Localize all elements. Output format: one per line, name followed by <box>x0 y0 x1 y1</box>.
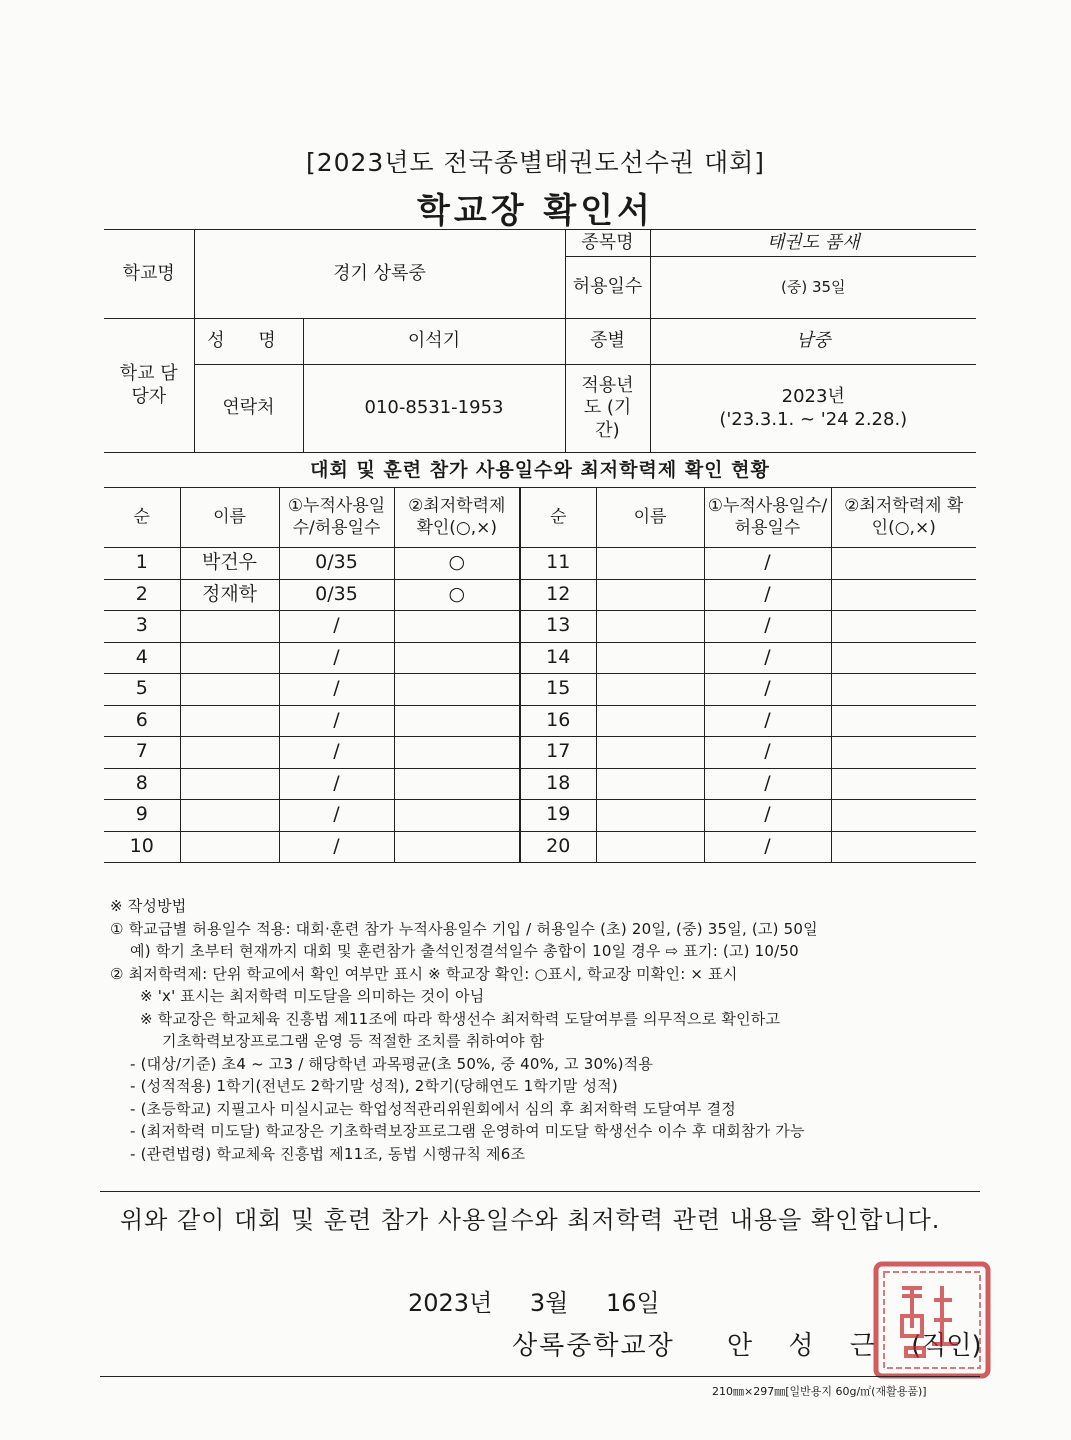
cell-check <box>394 642 520 674</box>
cell-name <box>596 674 704 706</box>
header-days: ①누적사용일수/허용일수 <box>279 488 394 548</box>
note-line: - (초등학교) 지필고사 미실시교는 학업성적관리위원회에서 심의 후 최저학력 도달여부 결정 <box>130 1099 736 1118</box>
contact-value: 010-8531-1953 <box>303 365 565 453</box>
cell-name <box>596 831 704 863</box>
note-line: 예) 학기 초부터 현재까지 대회 및 훈련참가 출석인정결석일수 총합이 10일 경우 ⇨ 표기: (고) 10/50 <box>130 942 799 960</box>
divider <box>100 1191 980 1192</box>
date-line <box>408 1283 690 1318</box>
cell-no: 6 <box>104 705 180 737</box>
note-line: - (최저학력 미도달) 학교장은 기초학력보장프로그램 운영하여 미도달 학생선수 이수 후 대회참가 가능 <box>130 1122 805 1140</box>
cell-days: / <box>279 831 394 863</box>
divider <box>100 1376 980 1377</box>
note-line: ① 학교급별 허용일수 적용: 대회·훈련 참가 누적사용일수 기입 / 허용일수 (초) 20일, (중) 35일, (고) 50일 <box>110 919 818 938</box>
cell-name <box>180 737 279 769</box>
table-row <box>104 737 976 769</box>
cell-days: / <box>704 831 831 863</box>
table-row <box>104 800 976 832</box>
date-year: 2023년 <box>408 1289 493 1317</box>
seal-mark: (직인) <box>911 1331 982 1361</box>
cell-no: 10 <box>104 831 180 863</box>
cell-no: 13 <box>520 611 596 643</box>
note-line: - (관련법령) 학교체육 진흥법 제11조, 동법 시행규칙 제6조 <box>130 1144 526 1163</box>
allowed-days-label: 허용일수 <box>565 257 650 319</box>
cell-no: 4 <box>104 642 180 674</box>
header-check: ②최저학력제 확인(○,×) <box>394 488 520 548</box>
contact-label: 연락처 <box>194 365 303 453</box>
instructions <box>110 895 990 1165</box>
school-name-value: 경기 상록중 <box>194 230 565 319</box>
header-check: ②최저학력제 확인(○,×) <box>831 488 976 548</box>
cell-no: 9 <box>104 800 180 832</box>
date-month: 3월 <box>529 1289 569 1317</box>
cell-no: 11 <box>520 548 596 580</box>
cell-name <box>180 831 279 863</box>
cell-name <box>180 800 279 832</box>
header-name: 이름 <box>180 488 279 548</box>
cell-days: / <box>279 642 394 674</box>
document-title: 학교장 확인서 <box>417 191 654 231</box>
cell-check <box>831 674 976 706</box>
signer-position: 상록중학교장 <box>512 1331 675 1361</box>
cell-days: / <box>704 642 831 674</box>
cell-days: / <box>704 548 831 580</box>
cell-check <box>831 548 976 580</box>
cell-name <box>596 579 704 611</box>
table-row <box>104 768 976 800</box>
cell-check <box>831 768 976 800</box>
cell-no: 16 <box>520 705 596 737</box>
cell-days: / <box>279 800 394 832</box>
cell-days: 0/35 <box>279 579 394 611</box>
manager-name-value: 이석기 <box>303 319 565 365</box>
cell-days: / <box>279 737 394 769</box>
cell-check <box>831 737 976 769</box>
cell-days: / <box>279 611 394 643</box>
cell-name <box>596 548 704 580</box>
roster-table <box>104 487 976 863</box>
cell-name: 박건우 <box>180 548 279 580</box>
paper-spec: 210㎜×297㎜[일반용지 60g/㎡(재활용품)] <box>712 1385 927 1398</box>
table-row <box>104 831 976 863</box>
school-seal-stamp <box>872 1260 992 1380</box>
category-value: 남중 <box>650 319 976 365</box>
table-row <box>104 705 976 737</box>
table-row <box>104 611 976 643</box>
header-no: 순 <box>104 488 180 548</box>
section-title: 대회 및 훈련 참가 사용일수와 최저학력제 확인 현황 <box>310 459 770 481</box>
header-name: 이름 <box>596 488 704 548</box>
cell-name <box>180 705 279 737</box>
note-line: ※ 작성방법 <box>110 897 187 915</box>
cell-name <box>180 674 279 706</box>
note-line: ※ 학교장은 학교체육 진흥법 제11조에 따라 학생선수 최저학력 도달여부를 의무적으로 확인하고 <box>140 1009 781 1028</box>
table-row <box>104 642 976 674</box>
note-line: ※ 'x' 표시는 최저학력 미도달을 의미하는 것이 아님 <box>140 987 485 1005</box>
cell-check <box>831 800 976 832</box>
allowed-days-value: (중) 35일 <box>650 257 976 319</box>
header-no: 순 <box>520 488 596 548</box>
cell-no: 5 <box>104 674 180 706</box>
cell-name <box>180 642 279 674</box>
cell-name <box>596 705 704 737</box>
year-label: 적용년도 (기간) <box>565 365 650 453</box>
cell-no: 3 <box>104 611 180 643</box>
cell-no: 18 <box>520 768 596 800</box>
cell-check <box>831 705 976 737</box>
note-line: - (대상/기준) 초4 ~ 고3 / 해당학년 과목평균(초 50%, 중 40%, 고 30%)적용 <box>130 1054 654 1073</box>
cell-check <box>394 768 520 800</box>
cell-no: 2 <box>104 579 180 611</box>
cell-name <box>180 768 279 800</box>
cell-check <box>831 831 976 863</box>
note-line: 기초학력보장프로그램 운영 등 적절한 조치를 취하여야 함 <box>162 1032 545 1050</box>
cell-days: / <box>704 737 831 769</box>
cell-no: 17 <box>520 737 596 769</box>
cell-check <box>394 705 520 737</box>
cell-days: / <box>704 579 831 611</box>
cell-check <box>394 831 520 863</box>
cell-days: / <box>279 768 394 800</box>
cell-days: 0/35 <box>279 548 394 580</box>
document-subtitle: [2023년도 전국종별태권도선수권 대회] <box>305 148 766 177</box>
manager-label: 학교 담당자 <box>104 319 194 453</box>
cell-check <box>394 674 520 706</box>
note-line: - (성적적용) 1학기(전년도 2학기말 성적), 2학기(당해연도 1학기말 성적) <box>130 1077 618 1095</box>
cell-no: 19 <box>520 800 596 832</box>
date-day: 16일 <box>606 1289 660 1317</box>
cell-check <box>831 611 976 643</box>
table-row <box>104 548 976 580</box>
cell-days: / <box>704 674 831 706</box>
cell-days: / <box>704 705 831 737</box>
cell-name <box>596 768 704 800</box>
category-label: 종별 <box>565 319 650 365</box>
cell-check: ○ <box>394 579 520 611</box>
cell-name <box>180 611 279 643</box>
cell-days: / <box>704 611 831 643</box>
cell-check: ○ <box>394 548 520 580</box>
cell-check <box>394 737 520 769</box>
school-info-table <box>104 229 976 453</box>
cell-no: 15 <box>520 674 596 706</box>
note-line: ② 최저학력제: 단위 학교에서 확인 여부만 표시 ※ 학교장 확인: ○표시, 학교장 미확인: × 표시 <box>110 964 738 983</box>
cell-days: / <box>704 768 831 800</box>
cell-no: 14 <box>520 642 596 674</box>
year-value: 2023년 <box>781 386 845 407</box>
manager-name-label: 성 명 <box>194 319 303 365</box>
table-row <box>104 579 976 611</box>
cell-no: 7 <box>104 737 180 769</box>
cell-name: 정재학 <box>180 579 279 611</box>
cell-no: 8 <box>104 768 180 800</box>
cell-check <box>394 800 520 832</box>
cell-check <box>831 579 976 611</box>
table-row <box>104 674 976 706</box>
event-label: 종목명 <box>565 230 650 257</box>
cell-check <box>831 642 976 674</box>
cell-days: / <box>279 705 394 737</box>
event-value: 태권도 품새 <box>650 230 976 257</box>
cell-name <box>596 800 704 832</box>
signer-name: 안 성 근 <box>726 1331 889 1361</box>
confirmation-text: 위와 같이 대회 및 훈련 참가 사용일수와 최저학력 관련 내용을 확인합니다. <box>120 1206 941 1234</box>
cell-name <box>596 611 704 643</box>
period-value: ('23.3.1. ~ '24 2.28.) <box>719 408 908 430</box>
cell-name <box>596 737 704 769</box>
cell-name <box>596 642 704 674</box>
school-name-label: 학교명 <box>104 230 194 319</box>
cell-no: 12 <box>520 579 596 611</box>
cell-no: 20 <box>520 831 596 863</box>
header-days: ①누적사용일수/허용일수 <box>704 488 831 548</box>
cell-no: 1 <box>104 548 180 580</box>
cell-check <box>394 611 520 643</box>
cell-days: / <box>279 674 394 706</box>
cell-days: / <box>704 800 831 832</box>
year-cell <box>650 365 976 453</box>
